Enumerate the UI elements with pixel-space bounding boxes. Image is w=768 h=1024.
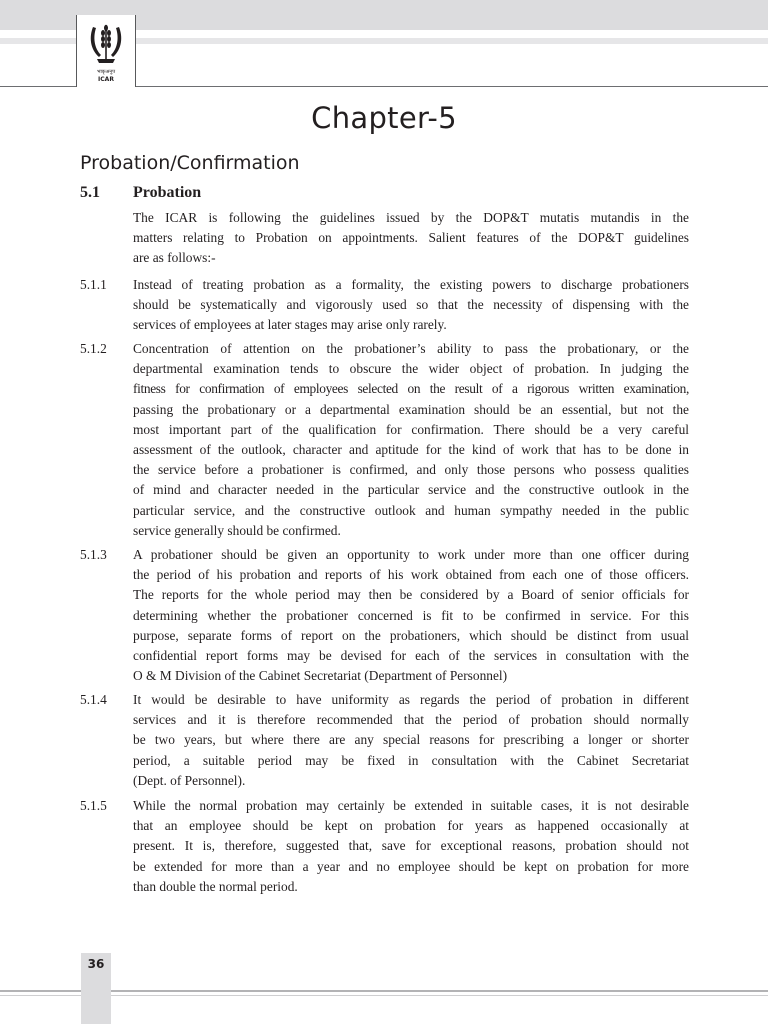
footer-rule-thin bbox=[0, 995, 768, 996]
page-number-tab bbox=[81, 953, 111, 1024]
logo-text-hindi: भाकृअनुप bbox=[96, 69, 116, 75]
text-line: matters relating to Probation on appointments. Salient features of the DOP&T guidelines bbox=[133, 230, 689, 246]
text-line: assessment of the outlook, character and aptitude for the kind of work that has to be done in bbox=[133, 442, 689, 458]
subsection-title: Probation bbox=[133, 184, 202, 201]
text-line: present. It is, therefore, suggested that, save for exceptional reasons, probation should not bbox=[133, 838, 689, 854]
text-line: A probationer should be given an opportunity to work under more than one officer during bbox=[133, 547, 689, 562]
text-line: should be systematically and vigorously used so that the necessity of dispensing with the bbox=[133, 297, 689, 313]
text-line: passing the probationary or a departmental examination should be an essential, but not the bbox=[133, 401, 689, 417]
text-line: departmental examination tends to obscure the wider object of probation. In judging the bbox=[133, 361, 689, 377]
paragraph-number: 5.1.4 bbox=[80, 692, 107, 707]
text-line: particular service, and the constructive outlook and human sympathy needed in the public bbox=[133, 502, 689, 518]
text-line: Instead of treating probation as a formality, the existing powers to discharge probationers bbox=[133, 277, 689, 292]
text-line: period, a suitable period may be fixed in consultation with the Cabinet Secretariat bbox=[133, 752, 689, 768]
paragraph-number: 5.1.5 bbox=[80, 798, 107, 813]
text-line: service generally should be confirmed. bbox=[133, 522, 341, 538]
text-line: The reports for the whole period may then be considered by a Board of senior officials for bbox=[133, 587, 689, 603]
text-line: of mind and character needed in the particular service and the constructive outlook in the bbox=[133, 482, 689, 498]
text-line: than double the normal period. bbox=[133, 878, 298, 894]
text-line: be two years, but where there are any special reasons for prescribing a longer or shorter bbox=[133, 732, 689, 748]
text-line: services of employees at later stages may arise only rarely. bbox=[133, 317, 447, 333]
paragraph-number: 5.1.3 bbox=[80, 547, 107, 562]
paragraph-5-1-3 bbox=[133, 545, 689, 686]
icar-logo bbox=[76, 15, 136, 87]
paragraph-5-1-4 bbox=[133, 690, 689, 791]
paragraph-number: 5.1.2 bbox=[80, 341, 107, 356]
wheat-emblem-icon bbox=[87, 23, 125, 67]
chapter-title: Chapter-5 bbox=[311, 101, 457, 135]
text-line: (Dept. of Personnel). bbox=[133, 772, 246, 788]
intro-paragraph bbox=[133, 208, 689, 269]
text-line: While the normal probation may certainly be extended in suitable cases, it is not desirable bbox=[133, 798, 689, 813]
text-line: determining whether the probationer concerned is fit to be confirmed in service. For this bbox=[133, 607, 689, 623]
page-number: 36 bbox=[87, 957, 105, 971]
text-line: O & M Division of the Cabinet Secretariat (Department of Personnel) bbox=[133, 668, 508, 684]
text-line: that an employee should be kept on probation for years as happened occasionally at bbox=[133, 818, 689, 834]
text-line: Concentration of attention on the probationer’s ability to pass the probationary, or the bbox=[133, 341, 689, 356]
text-line: be extended for more than a year and no employee should be kept on probation for more bbox=[133, 858, 689, 874]
paragraph-number: 5.1.1 bbox=[80, 277, 107, 292]
text-line: most important part of the qualification for confirmation. There should be a very careful bbox=[133, 421, 689, 437]
logo-text: ICAR bbox=[98, 76, 114, 83]
paragraph-5-1-2 bbox=[133, 339, 689, 541]
text-line: the service before a probationer is confirmed, and only those persons who possess qualities bbox=[133, 462, 689, 478]
text-line: the period of his probation and reports of his work obtained from each one of those officers. bbox=[133, 567, 689, 583]
paragraph-5-1-1 bbox=[133, 275, 689, 336]
subsection-number: 5.1 bbox=[80, 184, 100, 201]
text-line: services and it is therefore recommended that the period of probation should normally bbox=[133, 712, 689, 728]
text-line: purpose, separate forms of report on the probationers, which should be distinct from usual bbox=[133, 627, 689, 643]
text-line: The ICAR is following the guidelines issued by the DOP&T mutatis mutandis in the bbox=[133, 210, 689, 225]
text-line: It would be desirable to have uniformity as regards the period of probation in different bbox=[133, 692, 689, 707]
paragraph-5-1-5 bbox=[133, 796, 689, 897]
section-heading: Probation/Confirmation bbox=[80, 152, 300, 174]
text-line: are as follows:- bbox=[133, 250, 216, 266]
text-line: fitness for confirmation of employees selected on the result of a rigorous written examination, bbox=[133, 381, 689, 397]
footer-rule bbox=[0, 990, 768, 992]
text-line: confidential report forms may be devised for each of the services in consultation with the bbox=[133, 648, 689, 664]
